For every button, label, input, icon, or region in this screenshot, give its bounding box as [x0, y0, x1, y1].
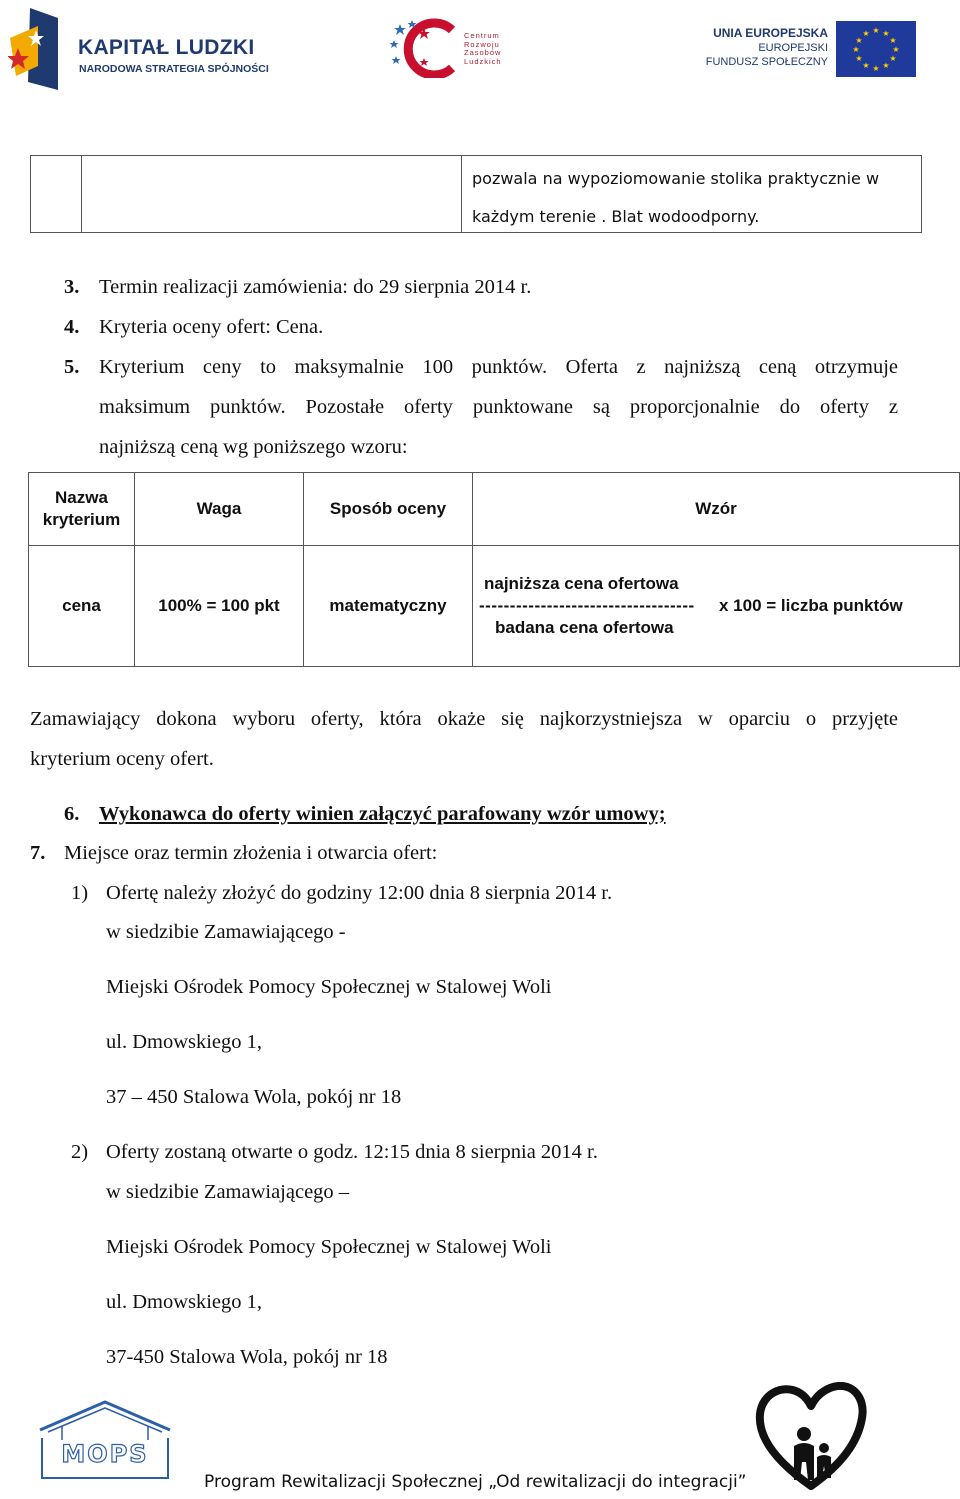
sublist-2-line: Oferty zostaną otwarte o godz. 12:15 dnia 8 sierpnia 2014 r.: [106, 1141, 598, 1163]
mops-house-icon: [36, 1398, 174, 1484]
cell-method: matematyczny: [329, 596, 447, 615]
eu-line-1: UNIA EUROPEJSKA: [713, 26, 828, 40]
crzl-line: Centrum: [464, 31, 500, 40]
mops-logo: [36, 1398, 174, 1484]
list-number-7: 7.: [30, 842, 46, 864]
list-number-5: 5.: [64, 356, 80, 378]
header-criterion-name-line1: Nazwa: [55, 488, 108, 507]
formula-denominator: badana cena ofertowa: [495, 618, 674, 637]
sublist-2-line: Miejski Ośrodek Pomocy Społecznej w Stalowej Woli: [106, 1236, 552, 1258]
header-method: Sposób oceny: [329, 499, 447, 518]
svg-text:★: ★: [892, 45, 900, 54]
sublist-1-line: Miejski Ośrodek Pomocy Społecznej w Stalowej Woli: [106, 976, 552, 998]
top-table-line: każdym terenie . Blat wodoodporny.: [472, 207, 760, 226]
selection-paragraph-line: Zamawiający dokona wyboru oferty, która okaże się najkorzystniejsza w oparciu o przyjęte: [30, 708, 898, 730]
crzl-emblem-icon: [388, 18, 464, 78]
sublist-2-line: 37-450 Stalowa Wola, pokój nr 18: [106, 1346, 388, 1368]
sublist-1-line: 37 – 450 Stalowa Wola, pokój nr 18: [106, 1086, 402, 1108]
eu-line-3: FUNDUSZ SPOŁECZNY: [705, 56, 828, 68]
top-table-description: [472, 160, 917, 236]
svg-text:★: ★: [862, 29, 870, 38]
heart-family-logo: [754, 1382, 868, 1494]
list-number-4: 4.: [64, 316, 80, 338]
formula-numerator: najniższa cena ofertowa: [484, 574, 679, 593]
footer-program-name: Program Rewitalizacji Społecznej „Od rewitalizacji do integracji”: [204, 1472, 747, 1492]
selection-paragraph-line: kryterium oceny ofert.: [30, 748, 214, 770]
formula-result: x 100 = liczba punktów: [719, 596, 903, 615]
header-criterion-name-line2: kryterium: [42, 510, 121, 529]
mops-logo-text: MOPS: [61, 1440, 149, 1468]
svg-text:★: ★: [872, 26, 880, 35]
crzl-line: Rozwoju: [464, 39, 500, 49]
header-formula: Wzór: [695, 499, 737, 518]
svg-text:★: ★: [852, 45, 860, 54]
svg-text:★: ★: [889, 54, 897, 63]
header-criterion-name: [29, 473, 134, 545]
top-table: [30, 155, 922, 233]
formula-fraction-line: -----------------------------------: [479, 596, 695, 615]
crzl-text: [464, 32, 502, 66]
kapital-ludzki-logo: [8, 6, 278, 92]
list-item-5-line: maksimum punktów. Pozostałe oferty punktowane są proporcjonalnie do oferty z: [99, 396, 898, 418]
top-table-cell-empty: [81, 156, 462, 232]
svg-text:★: ★: [882, 29, 890, 38]
svg-text:★: ★: [855, 36, 863, 45]
svg-text:★: ★: [855, 54, 863, 63]
svg-text:★: ★: [889, 36, 897, 45]
list-number-6: 6.: [64, 803, 80, 825]
crzl-line: Zasobów: [464, 48, 502, 57]
sublist-1-line: w siedzibie Zamawiającego -: [106, 921, 346, 943]
eu-flag-icon: [836, 21, 916, 77]
eu-line-2: EUROPEJSKI: [758, 42, 828, 54]
list-item-5-line: Kryterium ceny to maksymalnie 100 punktów. Oferta z najniższą ceną otrzymuje: [99, 356, 898, 378]
cell-weight: 100% = 100 pkt: [158, 596, 280, 615]
list-item-4: Kryteria oceny ofert: Cena.: [99, 316, 324, 338]
sublist-number-2: 2): [71, 1141, 89, 1163]
cell-criterion-name: cena: [62, 596, 101, 615]
list-number-3: 3.: [64, 276, 80, 298]
criteria-table: [28, 472, 960, 667]
kapital-ludzki-emblem-icon: [8, 6, 68, 92]
sublist-number-1: 1): [71, 882, 89, 904]
header-weight: Waga: [196, 499, 242, 518]
top-table-cell-empty: [31, 156, 82, 232]
heart-family-icon: [754, 1382, 868, 1494]
list-item-7: Miejsce oraz termin złożenia i otwarcia ofert:: [64, 842, 438, 864]
eu-logo: [700, 18, 920, 78]
list-item-5-line: najniższą ceną wg poniższego wzoru:: [99, 436, 408, 458]
crzl-line: Ludzkich: [464, 56, 502, 66]
list-item-6: Wykonawca do oferty winien załączyć parafowany wzór umowy;: [99, 803, 666, 825]
kapital-ludzki-subtitle: NARODOWA STRATEGIA SPÓJNOŚCI: [79, 63, 269, 75]
kapital-ludzki-title: KAPITAŁ LUDZKI: [78, 36, 255, 59]
list-item-3: Termin realizacji zamówienia: do 29 sierpnia 2014 r.: [99, 276, 532, 298]
sublist-2-line: ul. Dmowskiego 1,: [106, 1291, 263, 1313]
svg-text:★: ★: [882, 61, 890, 70]
sublist-1-line: ul. Dmowskiego 1,: [106, 1031, 263, 1053]
svg-text:★: ★: [862, 61, 870, 70]
crzl-logo: [388, 18, 518, 80]
sublist-1-line: Ofertę należy złożyć do godziny 12:00 dnia 8 sierpnia 2014 r.: [106, 882, 613, 904]
top-table-line: pozwala na wypoziomowanie stolika praktycznie w: [472, 169, 880, 188]
svg-text:★: ★: [872, 64, 880, 73]
sublist-2-line: w siedzibie Zamawiającego –: [106, 1181, 350, 1203]
